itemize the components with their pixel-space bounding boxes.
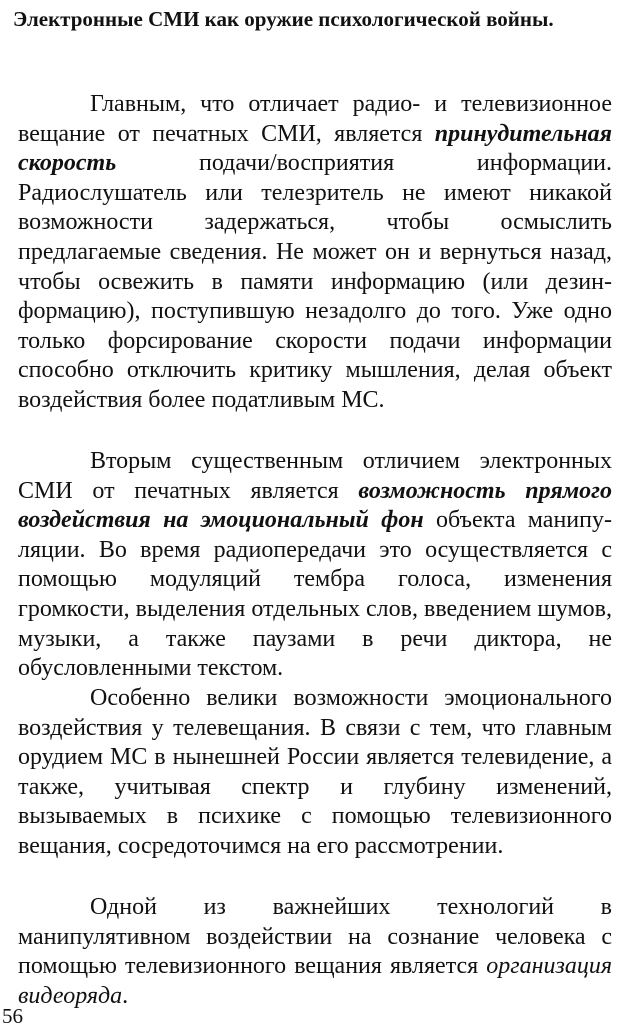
paragraph-1-emphasis: принудительная скорость [18, 120, 612, 177]
paragraph-3-text: Особенно велики возможности эмоционального воздействия у телевещания. В связи с тем, что главным орудием МС в нынешней России является телевидение, а также, учитывая спектр и глубину изменений, вызываемых в психике с помощью телевизионного вещания, сосредоточимся на его рассмотрении. [18, 685, 612, 859]
paragraph-4 [18, 893, 612, 1011]
paragraph-4-emphasis: организация видеоряда [18, 953, 612, 1009]
paragraph-2-emphasis: возможность прямого воздействия на эмоциональный фон [18, 477, 612, 534]
page-number: 56 [2, 1004, 23, 1028]
paragraph-2 [18, 447, 612, 684]
paragraph-2-text-a: Вторым существенным отличием электронных СМИ от печатных является [18, 448, 612, 504]
paragraph-2-text-b: объекта манипуляции. Во время радиопередачи это осуществляется с помощью модуляций тембра голоса, изменения громкости, выделения отдельных слов, введением шумов, музыки, а также паузами в речи диктора, не обусловленными текстом. [18, 507, 612, 682]
paragraph-4-text-b: . [122, 982, 129, 1009]
paragraph-3 [18, 684, 612, 862]
paragraph-4-text-a: Одной из важнейших технологий в манипулятивном воздействии на сознание человека с помощью телевизионного вещания является [18, 894, 612, 980]
paragraph-1 [18, 90, 612, 416]
paragraph-1-text-b: подачи/восприятия информации. Радиослушатель или телезритель не имеют никакой возможности задержаться, чтобы осмыслить предлагаемые сведения. Не может он и вернуться назад, чтобы освежить в памяти информацию (или дезинформацию), поступившую незадолго до того. Уже одно только форсирование скорости подачи информации способно отключить критику мышления, делая объект воздействия более податливым МС. [18, 150, 612, 413]
running-head: Электронные СМИ как оружие психологической войны. [13, 7, 554, 31]
paragraph-1-text-a: Главным, что отличает радио- и телевизионное вещание от печатных СМИ, является [18, 91, 612, 147]
